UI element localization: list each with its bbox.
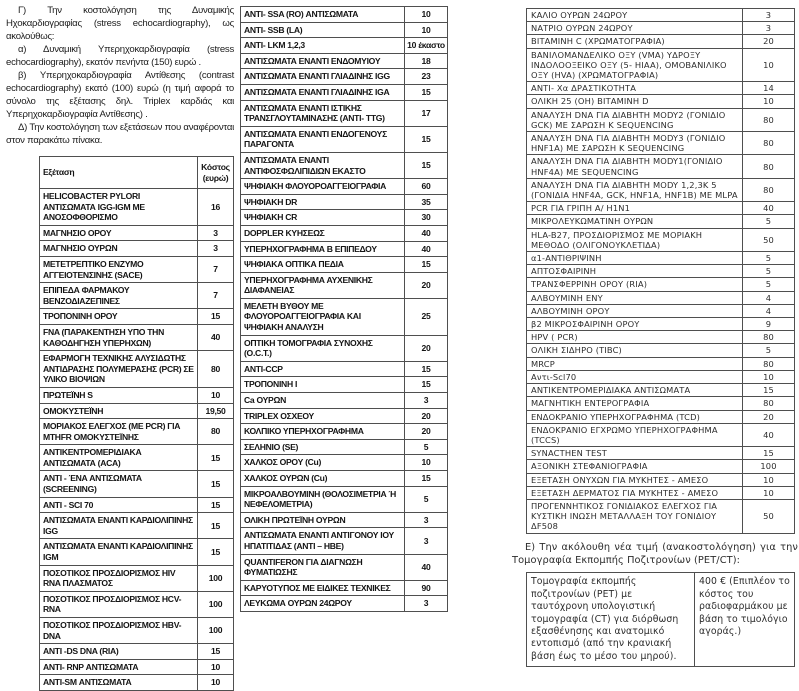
price-cell: 10: [743, 486, 795, 499]
table-header-row: [40, 157, 234, 189]
table-row: [241, 512, 448, 528]
exam-name-cell: ΧΑΛΚΟΣ ΟΡΟΥ (Cu): [241, 455, 405, 471]
price-cell: 80: [743, 108, 795, 131]
exam-name-cell: HLA-B27, ΠΡΟΣΔΙΟΡΙΣΜΟΣ ΜΕ ΜΟΡΙΑΚΗ ΜΕΘΟΔΟ (ΟΛΙΓΟΝΟΥΚΛΕΤΙΔΑ): [527, 228, 743, 251]
exam-name-cell: FNA (ΠΑΡΑΚΕΝΤΗΣΗ ΥΠΟ ΤΗΝ ΚΑΘΟΔΗΓΗΣΗ ΥΠΕΡΗΧΩΝ): [40, 324, 198, 350]
price-cell: 15: [405, 84, 448, 100]
exam-name-cell: ΜΙΚΡΟΑΛΒΟΥΜΙΝΗ (ΘΟΛΟΣΙΜΕΤΡΙΑ Ή ΝΕΦΕΛΟΜΕΤΡΙΑ): [241, 486, 405, 512]
exam-name-cell: ΕΠΙΠΕΔΑ ΦΑΡΜΑΚΟΥ ΒΕΝΖΟΔΙΑΖΕΠΙΝΕΣ: [40, 283, 198, 309]
exam-name-cell: ΑΝΤΙ -DS DNA (RIA): [40, 644, 198, 660]
price-cell: 15: [743, 384, 795, 397]
price-cell: 40: [743, 423, 795, 446]
exam-name-cell: ΠΡΩΤΕΪΝΗ S: [40, 387, 198, 403]
price-cell: 15: [198, 513, 234, 539]
price-cell: 60: [405, 179, 448, 195]
right-column: [510, 8, 798, 667]
price-cell: 10: [743, 48, 795, 82]
exam-name-cell: ΑΝΤΙ- SSA (RO) ΑΝΤΙΣΩΜΑΤΑ: [241, 7, 405, 23]
price-cell: 25: [405, 298, 448, 335]
table-row: [527, 410, 795, 423]
exam-name-cell: ΑΝΑΛΥΣΗ DNA ΓΙΑ ΔΙΑΒΗΤΗ MODY2 (ΓΟΝΙΔΙΟ GCK) ΜΕ ΣΑΡΩΣΗ Κ SEQUENCING: [527, 108, 743, 131]
section-e-paragraph: Ε) Την ακόλουθη νέα τιμή (ανακοστολόγηση) για την Τομογραφία Εκπομπής Ποζιτρονίων (PET/CT):: [512, 541, 798, 566]
table-row: [527, 447, 795, 460]
table-row: [527, 460, 795, 473]
exam-name-cell: ΑΞΟΝΙΚΗ ΣΤΕΦΑΝΙΟΓΡΑΦΙΑ: [527, 460, 743, 473]
exam-name-cell: β2 ΜΙΚΡΟΣΦΑΙΡΙΝΗ ΟΡΟΥ: [527, 318, 743, 331]
price-cell: 80: [198, 419, 234, 445]
price-cell: 90: [405, 580, 448, 596]
intro-paragraph-b: β) Υπερηχοκαρδιογραφία Αντίθεσης (contrast echocardiography) εκατό (100) ευρώ (η τιμή αφορά το σύνολο της εξέτασης δηλ. Triplex καρδιάς και Υπερηχοκαρδιογραφία Αντίθεσης) .: [6, 70, 234, 120]
exam-name-cell: HPV ( PCR): [527, 331, 743, 344]
table-row: [40, 283, 234, 309]
table-row: [241, 424, 448, 440]
price-cell: 100: [198, 618, 234, 644]
price-cell: 40: [405, 241, 448, 257]
price-cell: 3: [198, 225, 234, 241]
exam-name-cell: ΨΗΦΙΑΚΗ CR: [241, 210, 405, 226]
exam-name-cell: ΑΝΑΛΥΣΗ DNA ΓΙΑ ΔΙΑΒΗΤΗ MODY3 (ΓΟΝΙΔΙΟ HNF1A) ΜΕ ΣΑΡΩΣΗ Κ SEQUENCING: [527, 132, 743, 155]
exam-name-cell: ΑΝΤΙΣΩΜΑΤΑ ΕΝΑΝΤΙ ΕΝΔΟΓΕΝΟΥΣ ΠΑΡΑΓΟΝΤΑ: [241, 126, 405, 152]
table-row: [527, 499, 795, 533]
table-row: [527, 132, 795, 155]
price-cell: 15: [198, 539, 234, 565]
price-cell: 100: [743, 460, 795, 473]
price-cell: 40: [198, 324, 234, 350]
exam-name-cell: ΑΛΒΟΥΜΙΝΗ ΕΝΥ: [527, 291, 743, 304]
table-row: [527, 35, 795, 48]
table-row: [527, 228, 795, 251]
table-row: [40, 618, 234, 644]
exam-name-cell: ΣΕΛΗΝΙΟ (SE): [241, 439, 405, 455]
exam-name-cell: ΑΝΤΙΣΩΜΑΤΑ ΕΝΑΝΤΙ ΕΝΔΟΜΥΙΟΥ: [241, 53, 405, 69]
table-row: [241, 194, 448, 210]
price-cell: 35: [405, 194, 448, 210]
table-row: [241, 22, 448, 38]
table-row: [527, 252, 795, 265]
exam-name-cell: ΠΟΣΟΤΙΚΟΣ ΠΡΟΣΔΙΟΡΙΣΜΟΣ HCV-RNA: [40, 591, 198, 617]
price-cell: 100: [198, 565, 234, 591]
table-row: [40, 403, 234, 419]
table-row: [40, 445, 234, 471]
table-row: [241, 53, 448, 69]
exam-name-cell: ΨΗΦΙΑΚΑ ΟΠΤΙΚΑ ΠΕΔΙΑ: [241, 257, 405, 273]
exam-name-cell: ΑΝΤΙΚΕΝΤΡΟΜΕΡΙΔΙΑΚΑ ΑΝΤΙΣΩΜΑΤΑ: [527, 384, 743, 397]
price-cell: 3: [743, 9, 795, 22]
table-row: [241, 580, 448, 596]
exam-name-cell: Ca ΟΥΡΩΝ: [241, 393, 405, 409]
table-row: [241, 7, 448, 23]
exam-name-cell: ΠΡΟΓΕΝΝΗΤΙΚΟΣ ΓΟΝΙΔΙΑΚΟΣ ΕΛΕΓΧΟΣ ΓΙΑ ΚΥΣΤΙΚΗ ΙΝΩΣΗ ΜΕΤΑΛΛΑΞΗ ΤΟΥ ΓΟΝΙΔΙΟΥ ΔF508: [527, 499, 743, 533]
exam-name-cell: ΑΝΤΙ-SM ΑΝΤΙΣΩΜΑΤΑ: [40, 675, 198, 691]
price-cell: 3: [405, 528, 448, 554]
price-cell: 20: [405, 424, 448, 440]
exam-name-cell: ΑΝΤΙΣΩΜΑΤΑ ΕΝΑΝΤΙ ΑΝΤΙΦΟΣΦΩΛΙΠΙΔΙΩΝ ΕΚΑΣΤΟ: [241, 152, 405, 178]
table-row: [241, 179, 448, 195]
table-row: [40, 497, 234, 513]
price-cell: 15: [405, 377, 448, 393]
price-cell: 17: [405, 100, 448, 126]
exam-name-cell: ΨΗΦΙΑΚΗ ΦΛΟΥΟΡΟΑΓΓΕΙΟΓΡΑΦΙΑ: [241, 179, 405, 195]
exam-name-cell: ΤΡΑΝΣΦΕΡΡΙΝΗ ΟΡΟΥ (RIA): [527, 278, 743, 291]
table-row: [527, 95, 795, 108]
exam-name-cell: ΒΑΝΙΛΟΜΑΝΔΕΛΙΚΟ ΟΞΥ (VMA) ΥΔΡΟΞΥ ΙΝΔΟΛΟΟΞΕΙΚΟ ΟΞΥ (5- HIAA), ΟΜΟΒΑΝΙΛΙΚΟ ΟΞΥ (HVA) (ΧΡΩΜΑΤΟΓΡΑΦΙΑ): [527, 48, 743, 82]
table-row: [527, 291, 795, 304]
table-row: [241, 455, 448, 471]
exam-name-cell: ΜΟΡΙΑΚΟΣ ΕΛΕΓΧΟΣ (ΜΕ PCR) ΓΙΑ MTHFR ΟΜΟΚΥΣΤΕΪΝΗΣ: [40, 419, 198, 445]
table-row: [527, 397, 795, 410]
price-cell: 5: [743, 344, 795, 357]
exam-name-cell: ΝΑΤΡΙΟ ΟΥΡΩΝ 24ΩΡΟΥ: [527, 22, 743, 35]
exam-name-cell: ΟΜΟΚΥΣΤΕΪΝΗ: [40, 403, 198, 419]
exam-name-cell: ΑΝΤΙ- LKM 1,2,3: [241, 38, 405, 54]
price-cell: 15: [405, 361, 448, 377]
exam-name-cell: ΚΑΛΙΟ ΟΥΡΩΝ 24ΩΡΟΥ: [527, 9, 743, 22]
table-row: [527, 331, 795, 344]
table-row: [527, 384, 795, 397]
table-row: [527, 9, 795, 22]
table-row: [527, 22, 795, 35]
price-cell: 7: [198, 256, 234, 282]
price-cell: 10: [743, 95, 795, 108]
price-cell: 10 έκαστο: [405, 38, 448, 54]
exam-name-cell: ΑΝΤΙ- Χα ΔΡΑΣΤΙΚΟΤΗΤΑ: [527, 82, 743, 95]
table-row: [241, 69, 448, 85]
exam-name-cell: ΨΗΦΙΑΚΗ DR: [241, 194, 405, 210]
exam-name-cell: ΟΛΙΚΗ ΠΡΩΤΕΪΝΗ ΟΥΡΩΝ: [241, 512, 405, 528]
pet-description-cell: Τομογραφία εκπομπής ποζιτρονίων (PET) με ταυτόχρονη υπολογιστική τομογραφία (CT) για διόρθωση εξασθένησης και ανατομικό εντοπισμό (από την κρανιακή βάση έως το μέσο του μηρού).: [527, 573, 695, 667]
exam-name-cell: ΑΝΤΙ - ΈΝΑ ΑΝΤΙΣΩΜΑΤΑ (SCREENING): [40, 471, 198, 497]
price-cell: 100: [198, 591, 234, 617]
table-row: [40, 539, 234, 565]
exam-name-cell: HELICOBACTER PYLORI ΑΝΤΙΣΩΜΑΤΑ IGG-IGM ΜΕ ΑΝΟΣΟΦΘΟΡΙΣΜΟ: [40, 189, 198, 226]
exam-price-table-left: [39, 156, 234, 691]
table-row: [40, 387, 234, 403]
price-cell: 15: [198, 309, 234, 325]
table-row: [40, 565, 234, 591]
price-cell: 5: [405, 486, 448, 512]
exam-name-cell: ΒΙΤΑΜΙΝΗ C (ΧΡΩΜΑΤΟΓΡΑΦΙΑ): [527, 35, 743, 48]
price-cell: 3: [405, 596, 448, 612]
price-cell: 18: [405, 53, 448, 69]
price-cell: 40: [405, 554, 448, 580]
table-row: [527, 202, 795, 215]
table-row: [241, 84, 448, 100]
exam-name-cell: SYNACTHEN TEST: [527, 447, 743, 460]
price-cell: 30: [405, 210, 448, 226]
price-cell: 10: [743, 473, 795, 486]
table-row: [40, 591, 234, 617]
exam-name-cell: Αντι-Scl70: [527, 370, 743, 383]
exam-name-cell: ΑΝΤΙ- SSB (LA): [241, 22, 405, 38]
intro-paragraph-a: α) Δυναμική Υπερηχοκαρδιογραφία (stress echocardiography), εκατόν πενήντα (150) ευρώ .: [6, 44, 234, 68]
exam-name-cell: ΜΙΚΡΟΛΕΥΚΩΜΑΤΙΝΗ ΟΥΡΩΝ: [527, 215, 743, 228]
table-row: [241, 241, 448, 257]
exam-name-cell: ΟΠΤΙΚΗ ΤΟΜΟΓΡΑΦΙΑ ΣΥΝΟΧΗΣ (O.C.T.): [241, 335, 405, 361]
exam-price-table-middle: [240, 6, 448, 612]
price-cell: 80: [743, 155, 795, 178]
table-row: [241, 596, 448, 612]
middle-column: [240, 6, 453, 612]
table-row: [241, 126, 448, 152]
table-row: [527, 178, 795, 201]
price-cell: 50: [743, 499, 795, 533]
table-row: [527, 108, 795, 131]
price-cell: 20: [743, 410, 795, 423]
exam-name-cell: ΑΝΤΙΣΩΜΑΤΑ ΕΝΑΝΤΙ ΓΛΙΑΔΙΝΗΣ IGA: [241, 84, 405, 100]
exam-name-cell: ΑΠΤΟΣΦΑΙΡΙΝΗ: [527, 265, 743, 278]
price-cell: 3: [198, 241, 234, 257]
table-row: [241, 210, 448, 226]
price-cell: 20: [405, 408, 448, 424]
price-cell: 15: [405, 152, 448, 178]
price-cell: 16: [198, 189, 234, 226]
pet-price-cell: 400 € (Επιπλέον το κόστος του ραδιοφαρμάκου με βάση το τιμολόγιο αγοράς.): [695, 573, 795, 667]
table-row: [527, 318, 795, 331]
price-cell: 80: [198, 351, 234, 388]
table-row: [527, 357, 795, 370]
exam-name-cell: ΑΝΤΙΚΕΝΤΡΟΜΕΡΙΔΙΑΚΑ ΑΝΤΙΣΩΜΑΤΑ (ACA): [40, 445, 198, 471]
exam-name-cell: ΚΟΛΠΙΚΟ ΥΠΕΡΗΧΟΓΡΑΦΗΜΑ: [241, 424, 405, 440]
exam-name-cell: ΕΝΔΟΚΡΑΝΙΟ ΥΠΕΡΗΧΟΓΡΑΦΗΜΑ (TCD): [527, 410, 743, 423]
table-row: [40, 659, 234, 675]
exam-column-header: Εξέταση: [40, 157, 198, 189]
table-row: [40, 309, 234, 325]
table-row: [40, 241, 234, 257]
exam-name-cell: ΜΑΓΝΗΣΙΟ ΟΥΡΩΝ: [40, 241, 198, 257]
table-row: [241, 471, 448, 487]
table-row: [527, 370, 795, 383]
table-row: [527, 423, 795, 446]
price-cell: 5: [743, 215, 795, 228]
table-row: [241, 528, 448, 554]
price-cell: 15: [198, 497, 234, 513]
table-row: [527, 82, 795, 95]
intro-text: [6, 4, 234, 147]
exam-name-cell: ΚΑΡΥΟΤΥΠΟΣ ΜΕ ΕΙΔΙΚΕΣ ΤΕΧΝΙΚΕΣ: [241, 580, 405, 596]
price-cell: 14: [743, 82, 795, 95]
table-row: [527, 304, 795, 317]
exam-name-cell: ΥΠΕΡΗΧΟΓΡΑΦΗΜΑ ΑΥΧΕΝΙΚΗΣ ΔΙΑΦΑΝΕΙΑΣ: [241, 272, 405, 298]
table-row: [241, 257, 448, 273]
exam-name-cell: ΤΡΟΠΟΝΙΝΗ ΟΡΟΥ: [40, 309, 198, 325]
table-row: [527, 278, 795, 291]
exam-name-cell: MRCP: [527, 357, 743, 370]
exam-name-cell: ΑΝΤΙΣΩΜΑΤΑ ΕΝΑΝΤΙ ΙΣΤΙΚΗΣ ΤΡΑΝΣΓΛΟΥΤΑΜΙΝΑΣΗΣ (ΑΝΤΙ- TTG): [241, 100, 405, 126]
price-cell: 40: [743, 202, 795, 215]
exam-name-cell: ΕΦΑΡΜΟΓΗ ΤΕΧΝΙΚΗΣ ΑΛΥΣΙΔΩΤΗΣ ΑΝΤΙΔΡΑΣΗΣ ΠΟΛΥΜΕΡΑΣΗΣ (PCR) ΣΕ ΥΛΙΚΟ ΒΙΟΨΙΩΝ: [40, 351, 198, 388]
price-cell: 20: [405, 335, 448, 361]
exam-price-table-right: [526, 8, 795, 534]
table-row: [241, 152, 448, 178]
exam-name-cell: ΑΝΤΙΣΩΜΑΤΑ ΕΝΑΝΤΙ ΑΝΤΙΓΟΝΟΥ ΙΟΥ ΗΠΑΤΙΤΙΔΑΣ (ΑΝΤΙ – HBE): [241, 528, 405, 554]
price-cell: 4: [743, 291, 795, 304]
exam-name-cell: QUANTIFERON ΓΙΑ ΔΙΑΓΝΩΣΗ ΦΥΜΑΤΙΩΣΗΣ: [241, 554, 405, 580]
table-row: [241, 225, 448, 241]
left-column: [6, 4, 234, 691]
price-cell: 23: [405, 69, 448, 85]
table-row: [40, 351, 234, 388]
price-cell: 20: [405, 272, 448, 298]
price-cell: 9: [743, 318, 795, 331]
exam-name-cell: α1-ΑΝΤΙΘΡΙΨΙΝΗ: [527, 252, 743, 265]
table-row: [527, 48, 795, 82]
exam-name-cell: ΑΝΤΙ - SCI 70: [40, 497, 198, 513]
price-cell: 20: [743, 35, 795, 48]
price-cell: 5: [743, 265, 795, 278]
price-cell: 3: [743, 22, 795, 35]
table-row: [40, 419, 234, 445]
intro-paragraph-d: Δ) Την κοστολόγηση των εξετάσεων που αναφέρονται στον παρακάτω πίνακα.: [6, 122, 234, 146]
price-cell: 40: [405, 225, 448, 241]
table-row: [241, 361, 448, 377]
table-row: [241, 554, 448, 580]
cost-column-header: Κόστος (ευρώ): [198, 157, 234, 189]
exam-name-cell: ΧΑΛΚΟΣ ΟΥΡΩΝ (Cu): [241, 471, 405, 487]
price-cell: 15: [405, 471, 448, 487]
exam-name-cell: ΑΝΤΙΣΩΜΑΤΑ ΕΝΑΝΤΙ ΓΛΙΑΔΙΝΗΣ IGG: [241, 69, 405, 85]
exam-name-cell: ΠΟΣΟΤΙΚΟΣ ΠΡΟΣΔΙΟΡΙΣΜΟΣ HIV RNA ΠΛΑΣΜΑΤΟΣ: [40, 565, 198, 591]
table-row: [527, 344, 795, 357]
price-cell: 80: [743, 178, 795, 201]
price-cell: 10: [743, 370, 795, 383]
exam-name-cell: ΛΕΥΚΩΜΑ ΟΥΡΩΝ 24ΩΡΟΥ: [241, 596, 405, 612]
table-row: [40, 324, 234, 350]
exam-name-cell: ΕΞΕΤΑΣΗ ΔΕΡΜΑΤΟΣ ΓΙΑ ΜΥΚΗΤΕΣ - ΑΜΕΣΟ: [527, 486, 743, 499]
table-row: [241, 486, 448, 512]
table-row: [40, 513, 234, 539]
price-cell: 15: [198, 644, 234, 660]
exam-name-cell: ΥΠΕΡΗΧΟΓΡΑΦΗΜΑ Β ΕΠΙΠΕΔΟΥ: [241, 241, 405, 257]
price-cell: 80: [743, 357, 795, 370]
exam-name-cell: ΑΝΤΙΣΩΜΑΤΑ ΕΝΑΝΤΙ ΚΑΡΔΙΟΛΙΠΙΝΗΣ IGG: [40, 513, 198, 539]
table-row: [241, 272, 448, 298]
table-row: [527, 486, 795, 499]
exam-name-cell: ΜΑΓΝΗΣΙΟ ΟΡΟΥ: [40, 225, 198, 241]
table-row: [527, 265, 795, 278]
table-row: [40, 675, 234, 691]
exam-name-cell: ΟΛΙΚΗ 25 (ΟΗ) ΒΙΤΑΜΙΝΗ D: [527, 95, 743, 108]
exam-name-cell: ΟΛΙΚΗ ΣΙΔΗΡΟ (TIBC): [527, 344, 743, 357]
price-cell: 5: [405, 439, 448, 455]
table-row: [241, 439, 448, 455]
exam-name-cell: PCR ΓΙΑ ΓΡΙΠΗ Α/ Η1Ν1: [527, 202, 743, 215]
price-cell: 80: [743, 132, 795, 155]
price-cell: 80: [743, 331, 795, 344]
exam-name-cell: ΤΡΟΠΟΝΙΝΗ Ι: [241, 377, 405, 393]
exam-name-cell: ΕΝΔΟΚΡΑΝΙΟ ΕΓΧΡΩΜΟ ΥΠΕΡΗΧΟΓΡΑΦΗΜΑ (TCCS): [527, 423, 743, 446]
price-cell: 10: [405, 455, 448, 471]
price-cell: 50: [743, 228, 795, 251]
table-row: [527, 215, 795, 228]
table-row: [527, 573, 795, 667]
pet-ct-price-table: [526, 572, 795, 667]
price-cell: 3: [405, 393, 448, 409]
price-cell: 15: [405, 126, 448, 152]
price-cell: 10: [405, 7, 448, 23]
table-row: [527, 473, 795, 486]
exam-name-cell: ΑΝΑΛΥΣΗ DNA ΓΙΑ ΔΙΑΒΗΤΗ MODY 1,2,3Κ 5 (ΓΟΝΙΔΙΑ HNF4A, GCK, HNF1A, HNF1B) ΜΕ MLPA: [527, 178, 743, 201]
price-cell: 10: [405, 22, 448, 38]
table-row: [241, 408, 448, 424]
exam-name-cell: TRIPLEX ΟΣΧΕΟΥ: [241, 408, 405, 424]
table-row: [527, 155, 795, 178]
exam-name-cell: ΜΑΓΝΗΤΙΚΗ ΕΝΤΕΡΟΓΡΑΦΙΑ: [527, 397, 743, 410]
price-cell: 80: [743, 397, 795, 410]
table-row: [40, 189, 234, 226]
table-row: [241, 298, 448, 335]
price-cell: 15: [405, 257, 448, 273]
price-cell: 15: [743, 447, 795, 460]
price-cell: 4: [743, 304, 795, 317]
table-row: [40, 256, 234, 282]
exam-name-cell: ΑΛΒΟΥΜΙΝΗ ΟΡΟΥ: [527, 304, 743, 317]
price-cell: 10: [198, 659, 234, 675]
price-cell: 3: [405, 512, 448, 528]
exam-name-cell: ΜΕΤΕΤΡΕΠΤΙΚΟ ΕΝΖΥΜΟ ΑΓΓΕΙΟΤΕΝΣΙΝΗΣ (SACE): [40, 256, 198, 282]
price-cell: 7: [198, 283, 234, 309]
exam-name-cell: ΕΞΕΤΑΣΗ ΟΝΥΧΩΝ ΓΙΑ ΜΥΚΗΤΕΣ - ΑΜΕΣΟ: [527, 473, 743, 486]
table-row: [40, 225, 234, 241]
table-row: [40, 471, 234, 497]
price-cell: 10: [198, 387, 234, 403]
price-cell: 19,50: [198, 403, 234, 419]
exam-name-cell: DOPPLER ΚΥΗΣΕΩΣ: [241, 225, 405, 241]
price-cell: 15: [198, 445, 234, 471]
exam-name-cell: ΑΝΤΙΣΩΜΑΤΑ ΕΝΑΝΤΙ ΚΑΡΔΙΟΛΙΠΙΝΗΣ IGM: [40, 539, 198, 565]
table-row: [241, 335, 448, 361]
exam-name-cell: ΠΟΣΟΤΙΚΟΣ ΠΡΟΣΔΙΟΡΙΣΜΟΣ HBV-DNA: [40, 618, 198, 644]
table-row: [241, 100, 448, 126]
price-cell: 15: [198, 471, 234, 497]
intro-paragraph-c: Γ) Την κοστολόγηση της Δυναμικής Ηχοκαρδιογραφίας (stress echocardiography), ως ακολούθως:: [6, 5, 234, 42]
table-row: [241, 377, 448, 393]
exam-name-cell: ΑΝΤΙ- RNP ΑΝΤΙΣΩΜΑΤΑ: [40, 659, 198, 675]
table-row: [241, 38, 448, 54]
exam-name-cell: ΑΝΤΙ-CCP: [241, 361, 405, 377]
price-cell: 5: [743, 278, 795, 291]
exam-name-cell: ΑΝΑΛΥΣΗ DNA ΓΙΑ ΔΙΑΒΗΤΗ MODY1(ΓΟΝΙΔΙΟ HNF4A) ΜΕ SEQUENCING: [527, 155, 743, 178]
table-row: [241, 393, 448, 409]
price-cell: 5: [743, 252, 795, 265]
table-row: [40, 644, 234, 660]
exam-name-cell: ΜΕΛΕΤΗ ΒΥΘΟΥ ΜΕ ΦΛΟΥΟΡΟΑΓΓΕΙΟΓΡΑΦΙΑ ΚΑΙ ΨΗΦΙΑΚΗ ΑΝΑΛΥΣΗ: [241, 298, 405, 335]
price-cell: 10: [198, 675, 234, 691]
